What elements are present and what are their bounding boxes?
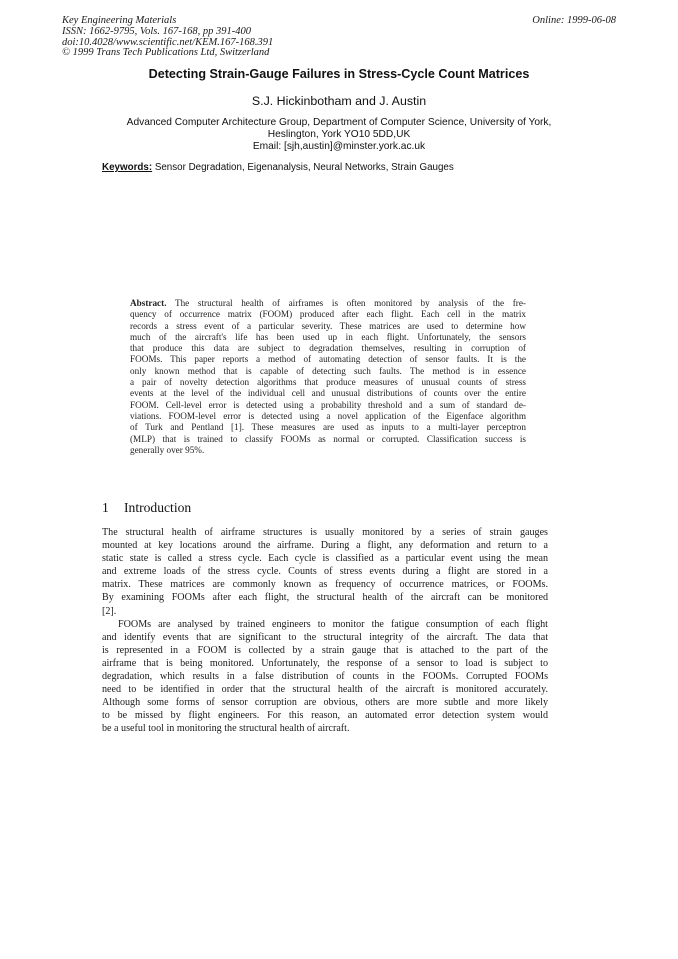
section-heading — [102, 500, 191, 516]
body-line: static state is called a stress cycle. Each cycle is classified as a particular event using the mean — [102, 553, 548, 565]
introduction-body — [102, 526, 548, 736]
body-line: FOOMs are analysed by trained engineers to monitor the fatigue consumption of each flight — [118, 618, 548, 630]
abstract — [130, 298, 526, 456]
keywords — [102, 162, 454, 173]
abstract-line: of Turk and Pentland [1]. These measures are used as inputs to a multi-layer perceptron — [130, 422, 526, 433]
body-line: Although some forms of sensor corruption are obvious, others are more subtle and more likely — [102, 697, 548, 709]
section-title: Introduction — [124, 500, 192, 515]
abstract-first-line: The structural health of airframes is often monitored by analysis of the fre- — [166, 298, 526, 308]
body-line: and identify events that are significant to the structural integrity of the aircraft. The data that — [102, 631, 548, 643]
abstract-line: that produce this data are subject to degradation themselves, resulting in corruption of — [130, 343, 526, 354]
abstract-line — [130, 298, 526, 309]
journal-name: Key Engineering Materials — [62, 15, 177, 26]
body-line: degradation, which results in a false distribution of counts in the FOOMs. Corrupted FOOMs — [102, 671, 548, 683]
body-line: mounted at key locations around the airframe. During a flight, any deformation and return to a — [102, 540, 548, 552]
body-line: need to be identified in order that the structural health of the aircraft is monitored accurately. — [102, 684, 548, 696]
journal-issn: ISSN: 1662-9795, Vols. 167-168, pp 391-400 — [62, 25, 251, 37]
journal-doi: doi:10.4028/www.scientific.net/KEM.167-168.391 — [62, 36, 274, 48]
body-line: and extreme loads of the stress cycle. Counts of stress events during a flight are stored in a — [102, 566, 548, 578]
keywords-label: Keywords: — [102, 162, 153, 173]
journal-copyright: © 1999 Trans Tech Publications Ltd, Switzerland — [62, 47, 270, 59]
body-line: By examining FOOMs after each flight, the structural health of the aircraft can be monitored — [102, 592, 548, 604]
abstract-line: much of the aircraft's life has been used up in each flight. Unfortunately, the sensors — [130, 331, 526, 342]
abstract-line: only known method that is capable of detecting such faults. The method is in essence — [130, 365, 526, 376]
body-line: [2]. — [102, 605, 117, 617]
keywords-list: Sensor Degradation, Eigenanalysis, Neural Networks, Strain Gauges — [152, 162, 454, 173]
abstract-line: viations. FOOM-level error is detected using a novel application of the Eigenface algorithm — [130, 410, 526, 421]
online-date: Online: 1999-06-08 — [532, 15, 616, 26]
paper-title: Detecting Strain-Gauge Failures in Stress-Cycle Count Matrices — [148, 67, 530, 81]
abstract-line: generally over 95%. — [130, 444, 205, 455]
body-line: The structural health of airframe structures is usually monitored by a series of strain gauges — [102, 527, 548, 538]
abstract-line: FOOMs. This paper reports a method of automating detection of sensor faults. It is the — [130, 354, 526, 365]
body-line: to be missed by flight engineers. For this reason, an automated error detection system would — [102, 710, 548, 722]
abstract-label: Abstract. — [130, 298, 167, 308]
paper-authors: S.J. Hickinbotham and J. Austin — [251, 94, 427, 108]
affiliation-line: Advanced Computer Architecture Group, Department of Computer Science, University of York, — [126, 117, 552, 128]
body-line: is represented in a FOOM is collected by a strain gauge that is attached to the part of the — [102, 644, 548, 656]
abstract-line: (MLP) that is trained to classify FOOMs as normal or corrupted. Classification success is — [130, 433, 526, 444]
body-line: be a useful tool in monitoring the structural health of aircraft. — [102, 723, 350, 735]
section-number: 1 — [102, 500, 109, 515]
abstract-line: records a stress event of a particular severity. These matrices are used to determine how — [130, 320, 526, 331]
abstract-line: events at the level of the individual cell and unusual distributions of counts over the entire — [130, 388, 526, 399]
affiliation-line: Heslington, York YO10 5DD,UK — [267, 128, 411, 140]
body-line: matrix. These matrices are commonly known as frequency of occurrence matrices, or FOOMs. — [102, 579, 548, 591]
abstract-line: quency of occurrence matrix (FOOM) produced after each flight. Each cell in the matrix — [130, 309, 526, 320]
body-line: airframe that is being monitored. Unfortunately, the response of a sensor to load is subject to — [102, 657, 548, 669]
abstract-line: a pair of novelty detection algorithms that produce measures of unusual counts of stress — [130, 377, 526, 388]
abstract-line: FOOM. Cell-level error is detected using a probability threshold and a sum of standard de- — [130, 399, 526, 410]
journal-header — [62, 16, 273, 59]
author-email: Email: [sjh,austin]@minster.york.ac.uk — [252, 140, 426, 152]
affiliation — [0, 117, 678, 152]
